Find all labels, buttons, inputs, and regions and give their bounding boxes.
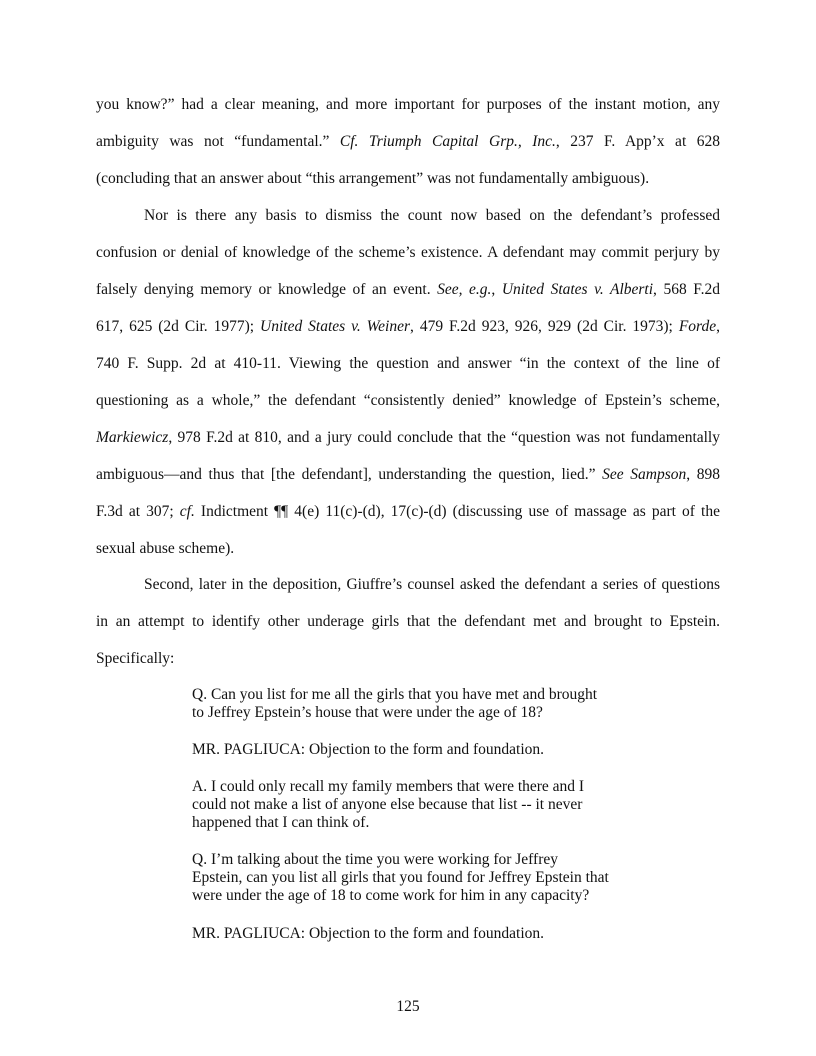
body-line: in an attempt to identify other underage girls that the defendant met and brought to Epstein. xyxy=(96,613,720,630)
quote-line: Q. I’m talking about the time you were working for Jeffrey xyxy=(192,851,559,868)
quote-line: happened that I can think of. xyxy=(192,814,370,831)
body-line: you know?” had a clear meaning, and more important for purposes of the instant motion, any xyxy=(96,96,720,113)
body-line: sexual abuse scheme). xyxy=(96,540,235,557)
body-line: (concluding that an answer about “this arrangement” was not fundamentally ambiguous). xyxy=(96,170,650,187)
quote-line: Q. Can you list for me all the girls that you have met and brought xyxy=(192,686,598,703)
body-line: falsely denying memory or knowledge of an event. See, e.g., United States v. Alberti, 568 F.2d xyxy=(96,281,721,298)
body-line: F.3d at 307; cf. Indictment ¶¶ 4(e) 11(c)-(d), 17(c)-(d) (discussing use of massage as part of the xyxy=(96,503,720,520)
quote-line: MR. PAGLIUCA: Objection to the form and foundation. xyxy=(192,741,545,758)
body-line: Nor is there any basis to dismiss the count now based on the defendant’s professed xyxy=(144,207,720,224)
body-line: 617, 625 (2d Cir. 1977); United States v. Weiner, 479 F.2d 923, 926, 929 (2d Cir. 1973); Forde, xyxy=(96,318,720,335)
page-number: 125 xyxy=(396,998,420,1015)
quote-line: to Jeffrey Epstein’s house that were under the age of 18? xyxy=(192,704,543,721)
body-line: Second, later in the deposition, Giuffre’s counsel asked the defendant a series of questions xyxy=(144,576,720,593)
body-line: confusion or denial of knowledge of the scheme’s existence. A defendant may commit perjury by xyxy=(96,244,720,261)
body-line: ambiguous—and thus that [the defendant], understanding the question, lied.” See Sampson, 898 xyxy=(96,466,720,483)
body-line: Markiewicz, 978 F.2d at 810, and a jury could conclude that the “question was not fundamentally xyxy=(96,429,720,446)
body-line: 740 F. Supp. 2d at 410-11. Viewing the question and answer “in the context of the line of xyxy=(96,355,720,372)
body-line: Specifically: xyxy=(96,650,175,667)
body-line: questioning as a whole,” the defendant “consistently denied” knowledge of Epstein’s scheme, xyxy=(96,392,720,409)
quote-line: A. I could only recall my family members that were there and I xyxy=(192,778,585,795)
quote-line: could not make a list of anyone else because that list -- it never xyxy=(192,796,583,813)
quote-line: Epstein, can you list all girls that you found for Jeffrey Epstein that xyxy=(192,869,609,886)
quote-line: MR. PAGLIUCA: Objection to the form and foundation. xyxy=(192,925,545,942)
body-line: ambiguity was not “fundamental.” Cf. Triumph Capital Grp., Inc., 237 F. App’x at 628 xyxy=(96,133,721,150)
quote-line: were under the age of 18 to come work for him in any capacity? xyxy=(192,887,590,904)
